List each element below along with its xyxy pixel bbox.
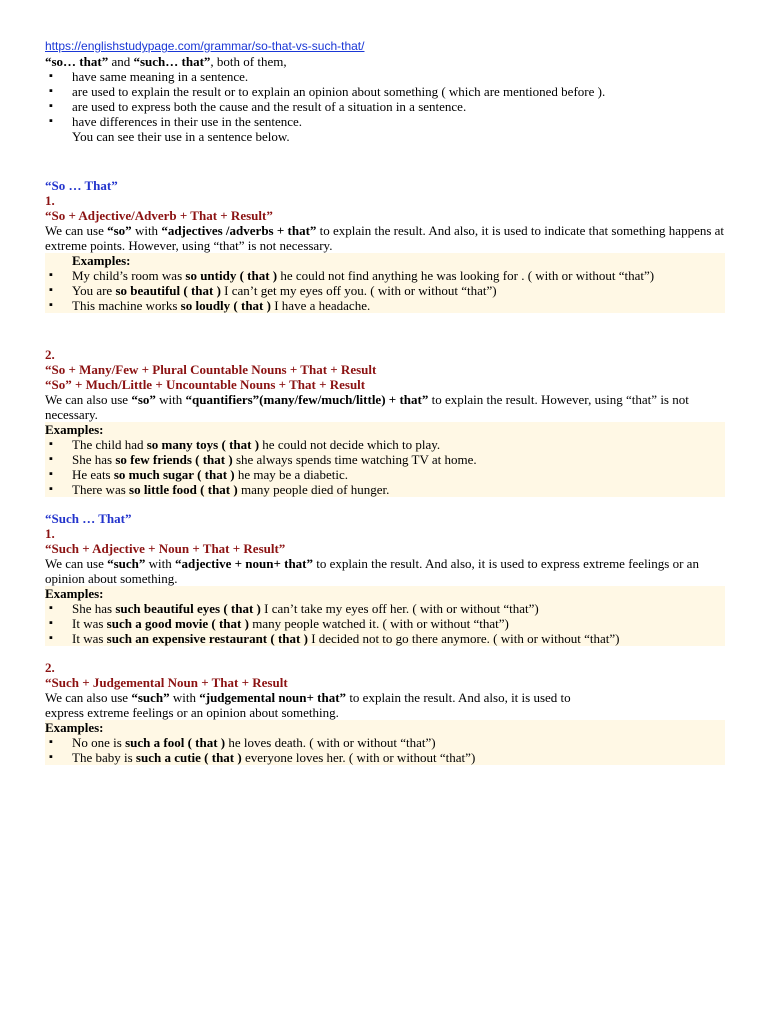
so-s2-title-1: “So + Many/Few + Plural Countable Nouns + That + Result [45,362,377,377]
example-item: ▪ It was such a good movie ( that ) many people watched it. ( with or without “that”) [45,616,725,631]
so-s1-paragraph [45,223,725,253]
such-s2-paragraph: We can also use “such” with “judgemental noun+ that” to explain the result. And also, it is used to express extreme feelings or an opinion about something. [45,690,571,720]
so-s2-number: 2. [45,347,55,362]
so-that-heading: “So … That” [45,178,118,193]
such-s1-paragraph: We can use “such” with “adjective + noun+ that” to explain the result. And also, it is used to express extreme feelings or an opinion about something. [45,556,699,586]
list-item: ▪ have same meaning in a sentence. [45,69,725,84]
example-item: ▪ No one is such a fool ( that ) he loves death. ( with or without “that”) [45,735,725,750]
example-item: ▪ It was such an expensive restaurant ( that ) I decided not to go there anymore. ( with or without “that”) [45,631,725,646]
so-s1-examples [45,253,725,313]
intro-bullets [45,69,725,129]
example-item: ▪ You are so beautiful ( that ) I can’t get my eyes off you. ( with or without “that”) [45,283,725,298]
example-item: ▪ This machine works so loudly ( that ) I have a headache. [45,298,725,313]
examples-label: Examples: [45,720,104,735]
list-item: ▪ have differences in their use in the sentence. [45,114,725,129]
such-s1-title: “Such + Adjective + Noun + That + Result” [45,541,286,556]
example-item: ▪ He eats so much sugar ( that ) he may be a diabetic. [45,467,725,482]
example-item: ▪ She has so few friends ( that ) she always spends time watching TV at home. [45,452,725,467]
intro-rest: , both of them, [210,54,287,69]
so-s1-title: “So + Adjective/Adverb + That + Result” [45,208,273,223]
text: with [131,223,162,238]
intro-line [45,54,725,69]
so-s1-number: 1. [45,193,55,208]
source-link[interactable]: https://englishstudypage.com/grammar/so-that-vs-such-that/ [45,39,365,53]
such-s2-examples [45,720,725,765]
text: “adjectives /adverbs + that” [161,223,317,238]
such-s2-title: “Such + Judgemental Noun + That + Result [45,675,288,690]
document-page [45,38,725,765]
example-item: ▪ There was so little food ( that ) many people died of hunger. [45,482,725,497]
list-item: ▪ are used to express both the cause and the result of a situation in a sentence. [45,99,725,114]
so-s2-paragraph: We can also use “so” with “quantifiers”(many/few/much/little) + that” to explain the result. However, using “that” is not necessary. [45,392,689,422]
such-s2-number: 2. [45,660,55,675]
example-item: ▪ My child’s room was so untidy ( that ) he could not find anything he was looking for . ( with or without “that”) [45,268,725,283]
so-s2-title-2: “So” + Much/Little + Uncountable Nouns + That + Result [45,377,366,392]
such-that-heading: “Such … That” [45,511,132,526]
example-item: ▪ The baby is such a cutie ( that ) everyone loves her. ( with or without “that”) [45,750,725,765]
text: “so” [107,223,132,238]
intro-after: You can see their use in a sentence below. [72,129,290,144]
such-s1-examples [45,586,725,646]
examples-label: Examples: [72,253,131,268]
text: We can use [45,223,108,238]
intro-such: “such… that” [133,54,211,69]
example-item: ▪ The child had so many toys ( that ) he could not decide which to play. [45,437,725,452]
text: to explain the result. And also, it is used to indicate that something happens at extreme points. However, using “that” is not necessary. [45,223,725,253]
so-s2-examples [45,422,725,497]
list-item: ▪ are used to explain the result or to explain an opinion about something ( which are mentioned before ). [45,84,725,99]
such-s1-number: 1. [45,526,55,541]
examples-label: Examples: [45,586,104,601]
example-item: ▪ She has such beautiful eyes ( that ) I can’t take my eyes off her. ( with or without “that”) [45,601,725,616]
intro-and: and [108,54,134,69]
intro-so: “so… that” [45,54,109,69]
examples-label: Examples: [45,422,104,437]
